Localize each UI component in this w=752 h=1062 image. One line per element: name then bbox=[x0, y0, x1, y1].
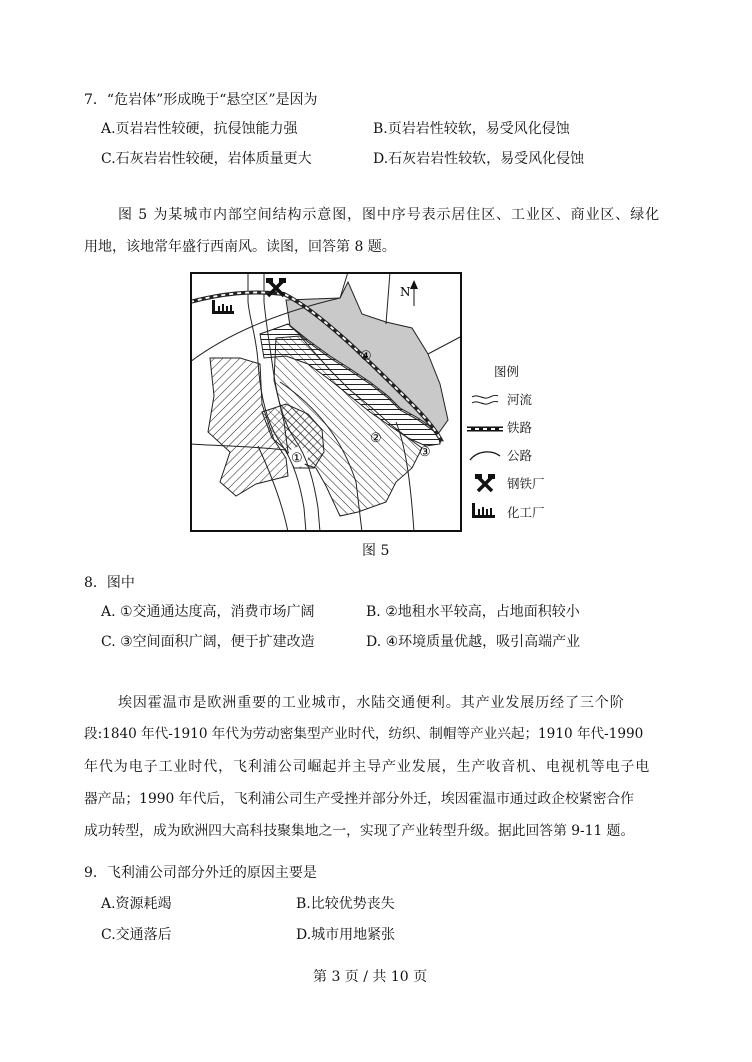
q9-option-a: A.资源耗竭 bbox=[101, 896, 172, 912]
q7-option-d: D.石灰岩岩性较软，易受风化侵蚀 bbox=[373, 151, 585, 167]
passage-line-4: 器产品；1990 年代后，飞利浦公司生产受挫并部分外迁，埃因霍温市通过政企校紧密合作 bbox=[84, 791, 634, 807]
legend-road-icon bbox=[468, 448, 502, 462]
q7-option-b: B.页岩岩性较软，易受风化侵蚀 bbox=[373, 121, 570, 137]
q7-option-a: A.页岩岩性较硬，抗侵蚀能力强 bbox=[101, 121, 298, 137]
q7-option-c: C.石灰岩岩性较硬，岩体质量更大 bbox=[101, 151, 312, 167]
passage-line-1: 埃因霍温市是欧洲重要的工业城市，水陆交通便利。其产业发展历经了三个阶 bbox=[118, 695, 625, 711]
legend-railway-icon bbox=[466, 424, 504, 434]
legend-steel-plant-icon bbox=[475, 474, 495, 494]
q9-option-b: B.比较优势丧失 bbox=[296, 896, 395, 912]
passage-line-3: 年代为电子工业时代，飞利浦公司崛起并主导产业发展，生产收音机、电视机等电子电 bbox=[84, 759, 651, 775]
north-label: N bbox=[400, 285, 411, 299]
q9-stem: 9．飞利浦公司部分外迁的原因主要是 bbox=[84, 865, 317, 881]
page-footer: 第 3 页 / 共 10 页 bbox=[313, 969, 428, 985]
legend-chemical-plant-label: 化工厂 bbox=[507, 505, 545, 520]
zone-label-1: ① bbox=[291, 451, 303, 466]
passage-line-2: 段:1840 年代-1910 年代为劳动密集型产业时代，纺织、制帽等产业兴起；1910 年代-1990 bbox=[84, 726, 644, 742]
city-structure-map bbox=[190, 272, 462, 532]
legend-river-icon bbox=[470, 392, 500, 408]
legend-river-label: 河流 bbox=[507, 392, 533, 407]
legend-steel-plant-label: 钢铁厂 bbox=[507, 476, 545, 491]
legend-road-label: 公路 bbox=[507, 448, 533, 463]
chemical-plant-icon bbox=[212, 300, 234, 314]
legend-title: 图例 bbox=[494, 364, 520, 379]
legend-chemical-plant-icon bbox=[472, 503, 496, 519]
north-arrow-icon bbox=[410, 280, 418, 306]
q8-stem: 8．图中 bbox=[84, 575, 135, 591]
q8-option-a: A. ①交通通达度高，消费市场广阔 bbox=[101, 604, 315, 620]
q8-option-c: C. ③空间面积广阔，便于扩建改造 bbox=[101, 634, 315, 650]
zone-label-3: ③ bbox=[419, 445, 431, 460]
figure-caption: 图 5 bbox=[362, 543, 390, 559]
passage-line-5: 成功转型，成为欧洲四大高科技聚集地之一，实现了产业转型升级。据此回答第 9-11 题。 bbox=[84, 823, 635, 839]
legend-railway-label: 铁路 bbox=[507, 420, 533, 435]
zone-label-4: ④ bbox=[360, 349, 372, 364]
figure-intro-line-1: 图 5 为某城市内部空间结构示意图，图中序号表示居住区、工业区、商业区、绿化 bbox=[118, 207, 661, 223]
q7-stem: 7．“危岩体”形成晚于“悬空区”是因为 bbox=[84, 92, 318, 108]
q9-option-d: D.城市用地紧张 bbox=[296, 927, 396, 943]
zone-label-2: ② bbox=[370, 431, 382, 446]
q8-option-b: B. ②地租水平较高，占地面积较小 bbox=[366, 604, 580, 620]
figure-intro-line-2: 用地，该地常年盛行西南风。读图，回答第 8 题。 bbox=[84, 239, 396, 255]
q9-option-c: C.交通落后 bbox=[101, 927, 172, 943]
q8-option-d: D. ④环境质量优越，吸引高端产业 bbox=[366, 634, 581, 650]
